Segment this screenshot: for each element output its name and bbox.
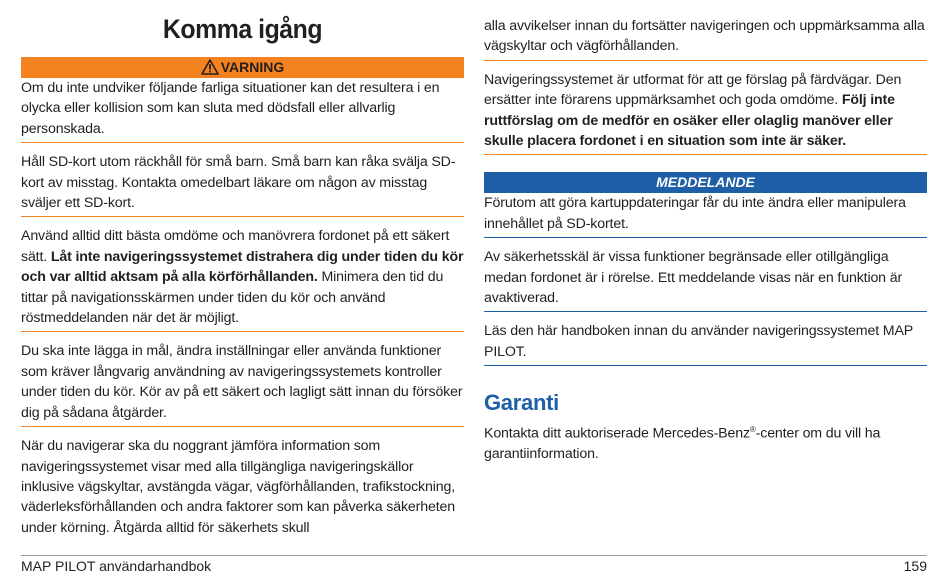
map-update-paragraph: Förutom att göra kartuppdateringar får du inte ändra eller manipulera innehållet på SD-kortet.: [484, 193, 927, 238]
notice-banner: MEDDELANDE: [484, 172, 927, 193]
route-bold-text: Följ inte ruttförslag om de medför en osäker eller olaglig manöver eller skulle placera fordonet i en situation som inte är säker.: [484, 92, 895, 150]
warning-banner: [21, 57, 464, 78]
safety-restriction-paragraph: Av säkerhetsskäl är vissa funktioner begränsade eller otillgängliga medan fordonet är i rörelse. Ett meddelande visas när en funktion är avaktiverad.: [484, 247, 927, 312]
garanti-paragraph: [484, 420, 927, 468]
footer-divider: [21, 555, 927, 556]
right-column: [484, 16, 927, 468]
continuation-paragraph: alla avvikelser innan du fortsätter navigeringen och uppmärksamma alla vägskyltar och vägförhållanden.: [484, 16, 927, 61]
navigation-compare-paragraph: När du navigerar ska du noggrant jämföra information som navigeringssystemet visar med alla tillgängliga navigeringskällor inklusive vägskyltar, avstängda vägar, vägförhållanden, trafikstockning, väderleksförhållanden och andra faktorer som kan påverka säkerheten under körning. Åtgärda alltid för säkerhets skull: [21, 438, 455, 536]
warning-label: VARNING: [220, 59, 285, 75]
sd-card-paragraph: Håll SD-kort utom räckhåll för små barn. Små barn kan råka svälja SD-kort av misstag. Kontakta omedelbart läkare om någon av misstag sväljer ett SD-kort.: [21, 152, 464, 217]
route-text: Navigeringssystemet är utformat för att ge förslag på färdvägar. Den ersätter inte förarens uppmärksamhet och goda omdöme.: [484, 71, 902, 109]
judgement-bold-text: Låt inte navigeringssystemet distrahera dig under tiden du kör och var alltid aktsam på alla körförhållanden.: [21, 248, 464, 286]
warning-intro-paragraph: Om du inte undviker följande farliga situationer kan det resultera i en olycka eller kollision som kan sluta med dödsfall eller allvarlig personskada.: [21, 78, 464, 143]
footer-manual-title: MAP PILOT användarhandbok: [21, 558, 212, 574]
page-title: Komma igång: [162, 14, 323, 44]
read-manual-paragraph: Läs den här handboken innan du använder navigeringssystemet MAP PILOT.: [484, 321, 927, 366]
judgement-text: Använd alltid ditt bästa omdöme och manövrera fordonet på ett säkert sätt.: [21, 228, 450, 265]
page-number: 159: [903, 558, 927, 574]
judgement-paragraph: [21, 226, 464, 332]
judgement-text-end: Minimera den tid du tittar på navigationsskärmen under tiden du kör och använd röstmeddelanden när det är möjligt.: [21, 269, 444, 327]
garanti-heading: Garanti: [484, 390, 559, 416]
garanti-text: Kontakta ditt auktoriserade Mercedes-Benz: [484, 426, 750, 443]
route-suggestion-paragraph: [484, 70, 927, 156]
garanti-text-end: -center om du vill ha garantiinformation.: [484, 426, 881, 463]
left-column: [21, 0, 464, 541]
registered-mark: ®: [749, 425, 756, 435]
destination-paragraph: Du ska inte lägga in mål, ändra inställningar eller använda funktioner som kräver långvarig användning av navigeringssystemets kontroller under tiden du kör. Kör av på ett säkert och lagligt sätt innan du försöker dig på sådana åtgärder.: [21, 341, 464, 427]
